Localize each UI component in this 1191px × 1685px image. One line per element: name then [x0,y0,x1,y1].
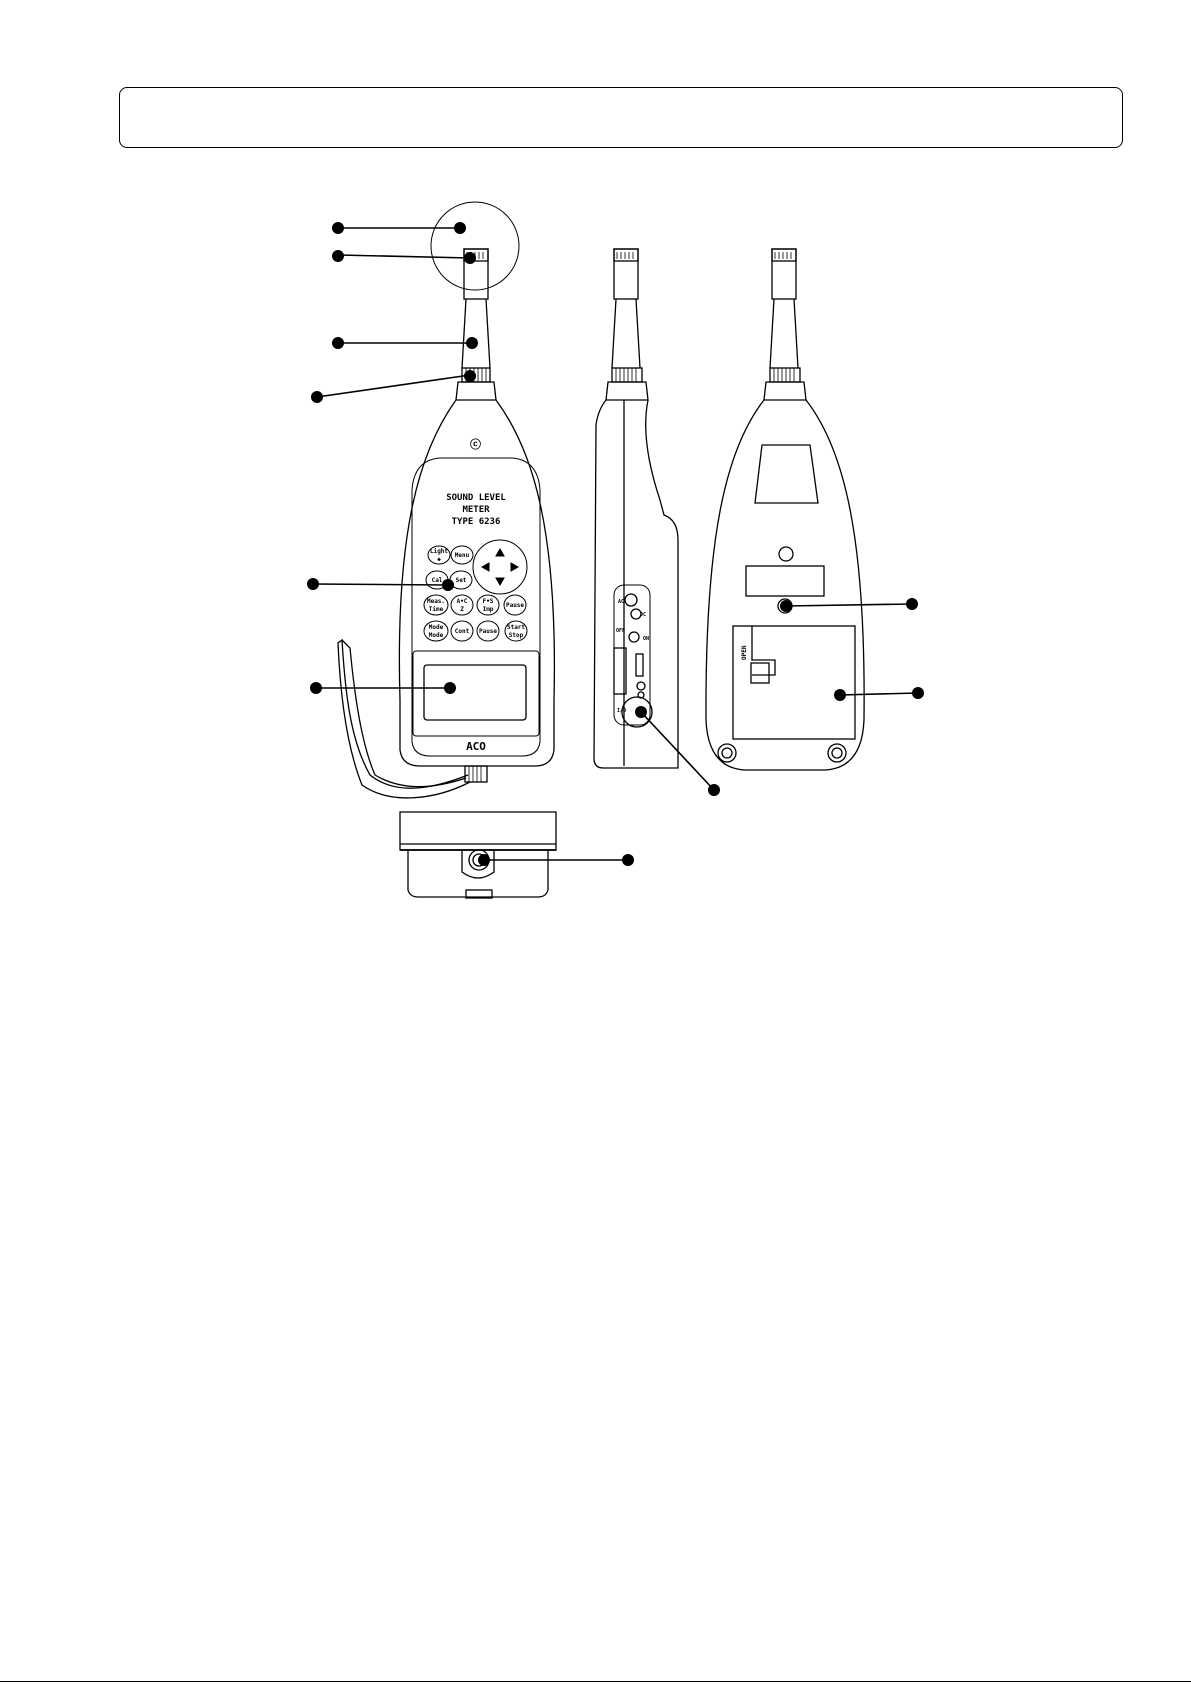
key-label: ◆ [437,556,441,563]
model-label-3: TYPE 6236 [451,517,501,527]
power-switch [636,654,643,676]
key-label: A•C [456,598,468,605]
logo-icon: ⓒ [470,438,481,451]
dpad-up-icon [496,549,504,556]
footer-rule [0,1681,1191,1682]
key-label: Imp [482,606,494,613]
model-label-2: METER [462,505,490,515]
key-label: Cal [431,577,443,584]
back-window [755,445,818,503]
brand-label: ACO [466,740,486,753]
port-label: ON [643,636,650,642]
key-label: Pause [478,628,498,635]
back-nameplate [746,566,824,596]
port-label: OFF [616,628,626,634]
key-label: Stop [508,632,524,639]
side-view [594,249,678,768]
battery-open-label: OPEN [741,645,748,660]
key-label: Mode [428,624,444,631]
meter-body [399,400,554,766]
wrist-strap [338,640,470,798]
key-label: F•S [482,598,494,605]
key-label: Time [428,606,444,613]
preamplifier [462,299,490,368]
back-body [706,400,864,770]
bottom-view [400,812,556,898]
key-label: Pause [505,602,525,609]
key-label: Z [460,606,464,613]
dpad-down-icon [496,578,504,585]
key-label: Cont [454,628,470,635]
key-label: Menu [454,552,470,559]
callout-lines [313,228,918,860]
key-label: Set [455,577,467,584]
port-label: AC [618,599,625,605]
front-view [338,202,554,798]
model-label-1: SOUND LEVEL [446,493,506,503]
port-label: DC [640,612,647,618]
key-label: Start [506,624,526,631]
key-label: Mode [428,632,444,639]
key-label: Light [429,548,449,555]
windscreen-outline [431,202,519,290]
lcd-display [424,665,526,720]
dpad-left-icon [482,563,489,571]
dpad-right-icon [511,563,518,571]
key-label: Meas. [426,598,446,605]
bottom-connector [465,766,487,782]
port-label: I/O [617,708,627,714]
